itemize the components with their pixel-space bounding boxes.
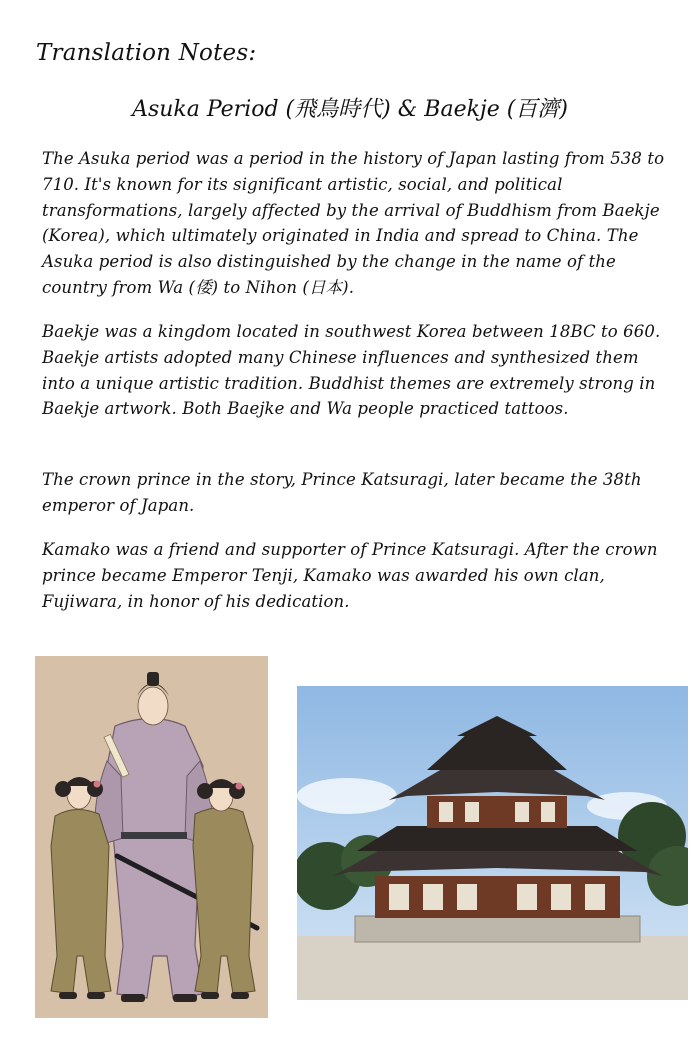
paragraph-asuka-period: The Asuka period was a period in the history of Japan lasting from 538 to 710. It's known for its significant artistic, social, and political transformations, largely affected by the arrival of Buddhism from Baekje (Korea), which ultimately originated in India and spread to China. The Asuka period is also distinguished by the change in the name of the country from Wa (倭) to Nihon (日本). [42, 149, 665, 297]
temple-photo [297, 686, 688, 1000]
paragraph-kamako: Kamako was a friend and supporter of Prince Katsuragi. After the crown prince became Emperor Tenji, Kamako was awarded his own clan, Fujiwara, in honor of his dedication. [42, 540, 658, 611]
prince-portrait-painting [35, 656, 268, 1018]
pagoda-temple-icon [297, 686, 688, 1000]
notes-heading: Translation Notes: [36, 40, 257, 66]
paragraph-baekje: Baekje was a kingdom located in southwest Korea between 18BC to 660. Baekje artists adopted many Chinese influences and synthesized them into a unique artistic tradition. Buddhist themes are extremely strong in Baekje artwork. Both Baejke and Wa people practiced tattoos. [42, 322, 661, 419]
paragraph-crown-prince: The crown prince in the story, Prince Katsuragi, later became the 38th emperor of Japan. [42, 470, 642, 515]
page-title: Asuka Period (飛鳥時代) & Baekje (百濟) [132, 97, 568, 122]
portrait-painting-icon [35, 656, 268, 1018]
